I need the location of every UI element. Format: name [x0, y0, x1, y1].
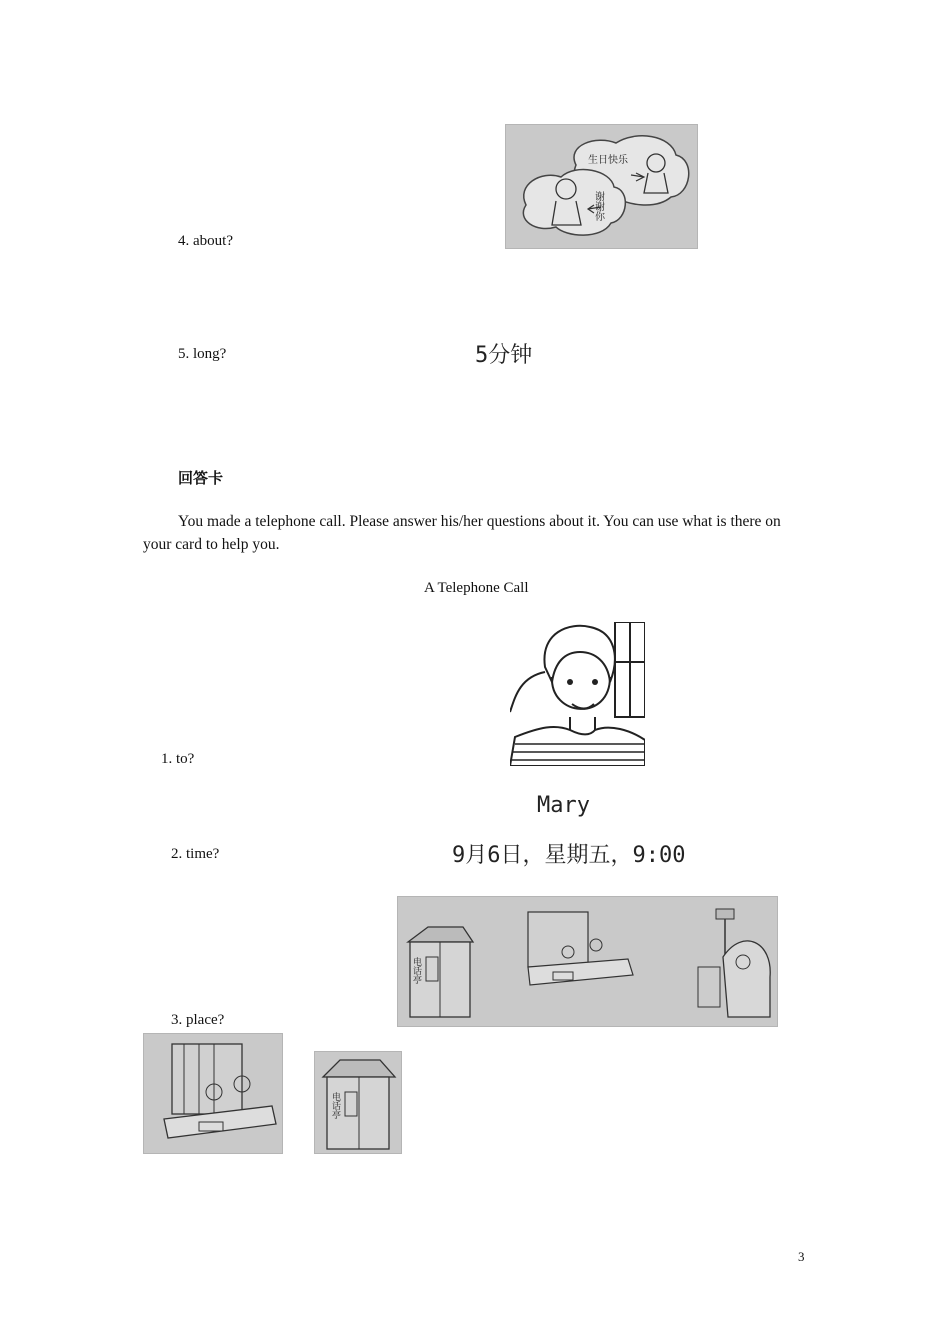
question-4: 4. about?	[178, 233, 233, 249]
thank-you-text: 谢谢你	[592, 191, 604, 221]
office-phone-picture	[143, 1033, 283, 1154]
phone-booth-text-2: 电话亭	[330, 1092, 340, 1119]
question-1: 1. to?	[161, 751, 195, 767]
question-2: 2. time?	[171, 846, 220, 862]
phone-booth-picture	[314, 1051, 402, 1154]
place-options-illustration	[397, 896, 778, 1027]
card-title: A Telephone Call	[424, 580, 529, 596]
instructions-text: You made a telephone call. Please answer his/her questions about it. You can use what is there on your card to help you.	[143, 513, 781, 553]
name-answer: Mary	[537, 793, 590, 818]
page-number: 3	[798, 1249, 805, 1264]
question-3: 3. place?	[171, 1012, 225, 1028]
question-5: 5. long?	[178, 346, 227, 362]
mary-portrait	[510, 622, 645, 766]
answer-card-instructions	[143, 510, 783, 556]
happy-birthday-text: 生日快乐	[588, 155, 628, 166]
phone-booth-text-1: 电话亭	[411, 957, 421, 984]
duration-answer: 5分钟	[475, 343, 533, 368]
answer-card-heading: 回答卡	[178, 471, 224, 487]
birthday-call-illustration	[505, 124, 698, 249]
time-answer: 9月6日，星期五，9:00	[452, 843, 686, 868]
